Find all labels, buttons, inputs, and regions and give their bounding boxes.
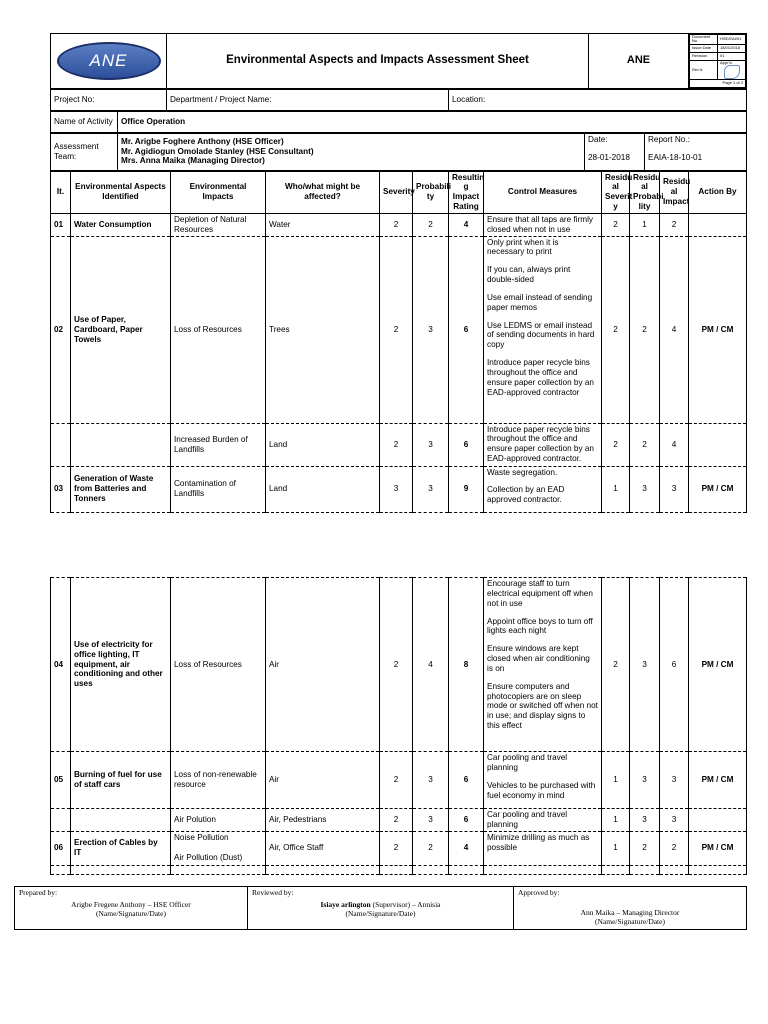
severity-cell: 2 (380, 213, 413, 236)
control-measure: Only print when it is necessary to print (487, 237, 559, 257)
col-affected: Who/what might be affected? (266, 171, 380, 213)
impact-cell: Contamination of Landfills (171, 466, 266, 512)
affected-cell: Water (266, 213, 380, 236)
col-residual-probability: Residu al Probabi lity (630, 171, 660, 213)
probability-cell: 2 (413, 831, 449, 865)
control-measures-cell (484, 423, 602, 466)
impact-cell: Air Polution (171, 809, 266, 832)
team-member: Mrs. Anna Maika (Managing Director) (121, 156, 265, 166)
affected-cell: Air, Pedestrians (266, 809, 380, 832)
action-by-cell: PM / CM (689, 466, 747, 512)
control-measures-cell (484, 213, 602, 236)
assessment-sheet-page-2 (50, 577, 746, 875)
aspect-cell (71, 423, 171, 466)
control-measure: Introduce paper recycle bins throughout the office and ensure paper collection by an EAD-approved contractor (487, 358, 594, 397)
date-value: 28-01-2018 (585, 146, 645, 170)
activity-info (50, 111, 747, 133)
residual-severity-cell: 2 (602, 236, 630, 423)
table-row (51, 466, 747, 512)
severity-cell: 2 (380, 423, 413, 466)
item-number: 01 (51, 213, 71, 236)
ane-logo: ANE (57, 42, 161, 80)
residual-impact-cell: 6 (660, 578, 689, 752)
control-measure: Appoint office boys to turn off lights each night (487, 616, 593, 636)
approved-by-name: Ann Maika – Managing Director (580, 908, 680, 917)
control-measure: Encourage staff to turn electrical equipment off when not in use (487, 579, 593, 608)
residual-impact-cell: 3 (660, 752, 689, 809)
residual-severity-cell: 1 (602, 752, 630, 809)
residual-probability-cell: 2 (630, 236, 660, 423)
residual-probability-cell: 3 (630, 466, 660, 512)
item-number: 03 (51, 466, 71, 512)
prepared-by-label: Prepared by: (19, 888, 58, 897)
residual-severity-cell: 2 (602, 423, 630, 466)
col-residual-severity: Residu al Severit y (602, 171, 630, 213)
rating-cell: 6 (449, 236, 484, 423)
assessment-sheet-page-1 (50, 33, 746, 513)
reviewed-by-name: Isiaye arlington (320, 900, 371, 909)
probability-cell: 3 (413, 466, 449, 512)
col-impacts: Environmental Impacts (171, 171, 266, 213)
project-info (50, 89, 747, 111)
severity-cell: 2 (380, 809, 413, 832)
severity-cell: 2 (380, 831, 413, 865)
sheet-header (50, 33, 747, 89)
team-info (50, 133, 747, 170)
col-it: It. (51, 171, 71, 213)
col-residual-impact: Residu al Impact (660, 171, 689, 213)
probability-cell: 3 (413, 752, 449, 809)
apprd-label: Appr'd: (720, 59, 733, 65)
probability-cell: 3 (413, 236, 449, 423)
signoff-footer (14, 886, 747, 930)
sheet-title: Environmental Aspects and Impacts Assessment Sheet (167, 34, 589, 89)
aspect-cell: Use of Paper, Cardboard, Paper Towels (71, 236, 171, 423)
affected-cell: Land (266, 423, 380, 466)
approved-by-cell (514, 887, 747, 930)
residual-impact-cell: 2 (660, 213, 689, 236)
team-member: Mr. Arigbe Foghere Anthony (HSE Officer) (121, 137, 284, 147)
affected-cell: Air (266, 752, 380, 809)
item-number: 05 (51, 752, 71, 809)
revision-label: Revision (690, 52, 718, 60)
probability-cell: 2 (413, 213, 449, 236)
department-label: Department / Project Name: (167, 90, 449, 111)
location-label: Location: (449, 90, 747, 111)
severity-cell: 2 (380, 236, 413, 423)
revd-label: Rev'd: (690, 60, 718, 79)
rating-cell: 9 (449, 466, 484, 512)
rating-cell: 4 (449, 831, 484, 865)
aspect-cell: Use of electricity for office lighting, IT equipment, air conditioning and other uses (71, 578, 171, 752)
control-measure: Minimize drilling as much as possible (487, 832, 590, 852)
document-meta (689, 34, 747, 89)
issue-date: 18/01/2018 (718, 44, 746, 52)
aspect-cell: Generation of Waste from Batteries and Tonners (71, 466, 171, 512)
control-measure: Introduce paper recycle bins throughout the office and ensure paper collection by an EAD-approved contractor. (487, 424, 594, 464)
activity-label: Name of Activity (51, 112, 118, 133)
rating-cell: 4 (449, 213, 484, 236)
col-aspects: Environmental Aspects Identified (71, 171, 171, 213)
approved-by-note: (Name/Signature/Date) (595, 917, 665, 926)
rating-cell: 6 (449, 752, 484, 809)
rating-cell: 6 (449, 809, 484, 832)
blank-row (51, 865, 747, 874)
prepared-by-note: (Name/Signature/Date) (96, 909, 166, 918)
item-number: 06 (51, 831, 71, 865)
item-number (51, 809, 71, 832)
impact-cell: Loss of non-renewable resource (171, 752, 266, 809)
control-measure: Collection by an EAD approved contractor. (487, 485, 565, 505)
residual-severity-cell: 1 (602, 809, 630, 832)
residual-probability-cell: 1 (630, 213, 660, 236)
residual-impact-cell: 2 (660, 831, 689, 865)
residual-probability-cell: 3 (630, 578, 660, 752)
control-measure: Car pooling and travel planning (487, 810, 568, 829)
item-number: 04 (51, 578, 71, 752)
action-by-cell: PM / CM (689, 578, 747, 752)
reviewed-by-cell (248, 887, 514, 930)
severity-cell: 2 (380, 578, 413, 752)
col-control: Control Measures (484, 171, 602, 213)
control-measure: Use email instead of sending paper memos (487, 292, 593, 312)
control-measure: Vehicles to be purchased with fuel economy in mind (487, 780, 596, 800)
residual-impact-cell: 4 (660, 423, 689, 466)
col-action-by: Action By (689, 171, 747, 213)
apprd-cell (718, 60, 746, 79)
item-number: 02 (51, 236, 71, 423)
residual-impact-cell: 4 (660, 236, 689, 423)
date-label: Date: (585, 134, 645, 146)
probability-cell: 3 (413, 809, 449, 832)
residual-severity-cell: 1 (602, 466, 630, 512)
assessment-table-page-1 (50, 171, 747, 513)
action-by-cell (689, 809, 747, 832)
affected-cell: Air, Office Staff (266, 831, 380, 865)
logo-cell (51, 34, 167, 89)
table-row (51, 578, 747, 752)
probability-cell: 3 (413, 423, 449, 466)
action-by-cell: PM / CM (689, 752, 747, 809)
prepared-by-cell (15, 887, 248, 930)
control-measure: Car pooling and travel planning (487, 753, 568, 772)
affected-cell: Land (266, 466, 380, 512)
rating-cell: 8 (449, 578, 484, 752)
reviewed-by-note: (Name/Signature/Date) (345, 909, 416, 918)
team-members (118, 134, 585, 170)
residual-impact-cell: 3 (660, 466, 689, 512)
doc-no: HSE/EAI/01 (718, 35, 746, 45)
table-row (51, 423, 747, 466)
control-measure: Waste segregation. (487, 467, 558, 477)
col-probability: Probabili ty (413, 171, 449, 213)
severity-cell: 2 (380, 752, 413, 809)
page-number: Page 1 of 2 (690, 80, 746, 88)
control-measures-cell (484, 236, 602, 423)
aspect-cell: Erection of Cables by IT (71, 831, 171, 865)
residual-probability-cell: 2 (630, 831, 660, 865)
affected-cell: Air (266, 578, 380, 752)
affected-cell: Trees (266, 236, 380, 423)
table-header-row (51, 171, 747, 213)
table-row (51, 213, 747, 236)
table-row (51, 752, 747, 809)
team-label: Assessment Team: (51, 134, 118, 170)
impact-cell: Increased Burden of Landfills (171, 423, 266, 466)
prepared-by-name: Arigbe Fregene Anthony – HSE Officer (71, 900, 191, 909)
control-measure: Ensure computers and photocopiers are on sleep mode or switched off when not in use; and display signs to this effect (487, 681, 598, 731)
control-measure: Use LEDMS or email instead of sending documents in hard copy (487, 320, 595, 350)
action-by-cell: PM / CM (689, 236, 747, 423)
action-by-cell: PM / CM (689, 831, 747, 865)
team-member: Mr. Agidiogun Omolade Stanley (HSE Consultant) (121, 146, 314, 156)
item-number (51, 423, 71, 466)
reviewed-by-role: (Supervisor) – Annisia (370, 900, 441, 909)
control-measures-cell (484, 831, 602, 865)
control-measures-cell (484, 466, 602, 512)
revision: 01 (718, 52, 746, 60)
probability-cell: 4 (413, 578, 449, 752)
aspect-cell: Burning of fuel for use of staff cars (71, 752, 171, 809)
table-row (51, 809, 747, 832)
col-rating: Resultin g Impact Rating (449, 171, 484, 213)
control-measure: If you can, always print double-sided (487, 265, 571, 285)
report-label: Report No.: (645, 134, 747, 146)
activity-name: Office Operation (118, 112, 747, 133)
impact-cell: Noise Pollution Air Pollution (Dust) (171, 831, 266, 865)
report-value: EAIA-18-10-01 (645, 146, 747, 170)
residual-probability-cell: 3 (630, 752, 660, 809)
doc-no-label: Document No (690, 35, 718, 45)
residual-severity-cell: 2 (602, 213, 630, 236)
control-measure: Ensure that all taps are firmly closed when not in use (487, 214, 594, 234)
aspect-cell: Water Consumption (71, 213, 171, 236)
approved-by-label: Approved by: (518, 888, 560, 897)
control-measures-cell (484, 578, 602, 752)
residual-severity-cell: 2 (602, 578, 630, 752)
org-code: ANE (589, 34, 689, 89)
reviewed-by-label: Reviewed by: (252, 888, 294, 897)
residual-probability-cell: 2 (630, 423, 660, 466)
col-severity: Severity (380, 171, 413, 213)
impact-cell: Loss of Resources (171, 578, 266, 752)
control-measures-cell (484, 752, 602, 809)
severity-cell: 3 (380, 466, 413, 512)
issue-date-label: Issue Date (690, 44, 718, 52)
impact-cell: Loss of Resources (171, 236, 266, 423)
residual-severity-cell: 1 (602, 831, 630, 865)
residual-probability-cell: 3 (630, 809, 660, 832)
action-by-cell (689, 213, 747, 236)
signature-icon (724, 65, 740, 79)
residual-impact-cell: 3 (660, 809, 689, 832)
table-row (51, 236, 747, 423)
table-row (51, 831, 747, 865)
aspect-cell (71, 809, 171, 832)
project-no-label: Project No: (51, 90, 167, 111)
control-measures-cell (484, 809, 602, 832)
rating-cell: 6 (449, 423, 484, 466)
control-measure: Ensure windows are kept closed when air conditioning is on (487, 644, 590, 673)
action-by-cell (689, 423, 747, 466)
assessment-table-page-2 (50, 577, 747, 875)
impact-cell: Depletion of Natural Resources (171, 213, 266, 236)
